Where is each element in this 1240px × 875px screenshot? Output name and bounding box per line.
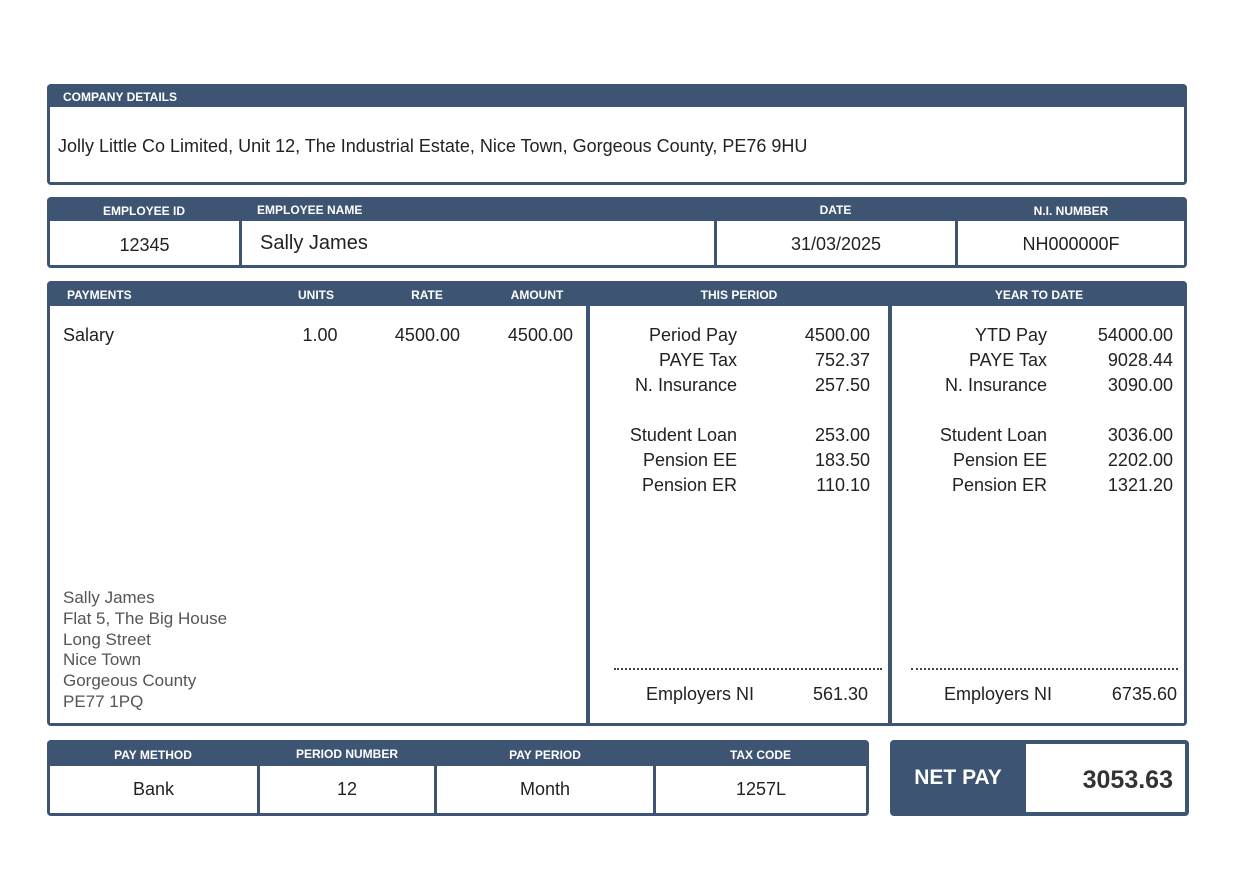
- employee-address: [63, 588, 227, 713]
- company-details-cell: [50, 107, 1184, 182]
- tp-value: 110.10: [816, 475, 870, 495]
- employee-id-label: EMPLOYEE ID: [102, 204, 185, 218]
- pay-period-cell: [437, 766, 653, 813]
- period-number-label: PERIOD NUMBER: [295, 747, 398, 761]
- ytd-value: 2202.00: [1107, 450, 1173, 470]
- employee-name-cell: [242, 221, 714, 265]
- company-details-header: COMPANY DETAILS: [63, 90, 178, 104]
- employers-ni-label: Employers NI: [646, 684, 755, 704]
- employee-box: [47, 197, 1187, 268]
- ytd-value: 9028.44: [1107, 350, 1173, 370]
- net-pay-label: NET PAY: [914, 766, 1002, 789]
- tax-code-value: 1257L: [735, 779, 787, 799]
- tp-value: 752.37: [814, 350, 870, 370]
- ytd-value: 54000.00: [1097, 325, 1173, 345]
- period-number-value: 12: [336, 779, 358, 799]
- address-line: Flat 5, The Big House: [63, 608, 228, 628]
- pay-period-value: Month: [519, 779, 571, 799]
- ytd-value: 1321.20: [1107, 475, 1173, 495]
- employee-id-cell: [50, 221, 239, 265]
- ytd-employers-ni-label: Employers NI: [944, 684, 1053, 704]
- this-period-header: THIS PERIOD: [700, 288, 778, 302]
- date-cell: [717, 221, 955, 265]
- pay-method-label: PAY METHOD: [114, 748, 192, 762]
- amount-header: AMOUNT: [510, 288, 564, 302]
- tp-value: 4500.00: [804, 325, 870, 345]
- date-value: 31/03/2025: [790, 234, 882, 254]
- address-line: Nice Town: [63, 650, 142, 670]
- tax-code-label: TAX CODE: [729, 748, 792, 762]
- tp-value: 183.50: [814, 450, 870, 470]
- ytd-label: Student Loan: [939, 425, 1047, 445]
- employers-ni-value: 561.30: [812, 684, 868, 704]
- payment-desc: Salary: [63, 325, 115, 345]
- period-number-cell: [260, 766, 434, 813]
- date-label: DATE: [819, 203, 852, 217]
- ytd-label: N. Insurance: [944, 375, 1047, 395]
- tp-label: PAYE Tax: [658, 350, 737, 370]
- company-details-box: [47, 84, 1187, 185]
- payment-amount: 4500.00: [507, 325, 573, 345]
- ytd-header: YEAR TO DATE: [994, 288, 1084, 302]
- net-pay-value: 3053.63: [1082, 766, 1173, 794]
- pay-info-box: [47, 740, 869, 816]
- payment-rate: 4500.00: [394, 325, 460, 345]
- ni-number-value: NH000000F: [1022, 234, 1120, 254]
- payment-units: 1.00: [302, 325, 338, 345]
- employee-name: Sally James: [260, 232, 368, 254]
- payments-header: PAYMENTS: [67, 288, 132, 302]
- tp-value: 257.50: [814, 375, 870, 395]
- tp-label: Student Loan: [629, 425, 737, 445]
- divider: [911, 668, 1178, 670]
- ytd-value: 3090.00: [1107, 375, 1173, 395]
- ytd-label: PAYE Tax: [968, 350, 1047, 370]
- tp-label: Pension ER: [641, 475, 737, 495]
- ytd-label: Pension ER: [951, 475, 1047, 495]
- address-line: Long Street: [63, 629, 151, 649]
- ytd-employers-ni-value: 6735.60: [1111, 684, 1177, 704]
- ytd-label: Pension EE: [952, 450, 1047, 470]
- address-line: Gorgeous County: [63, 671, 197, 691]
- address-line: Sally James: [63, 588, 155, 607]
- net-pay-box: [890, 740, 1189, 816]
- address-line: PE77 1PQ: [63, 691, 144, 711]
- tp-label: Period Pay: [648, 325, 737, 345]
- pay-method-cell: [50, 766, 257, 813]
- units-header: UNITS: [298, 288, 334, 302]
- ni-number-cell: [958, 221, 1184, 265]
- employee-id: 12345: [119, 235, 170, 255]
- company-address: Jolly Little Co Limited, Unit 12, The Industrial Estate, Nice Town, Gorgeous County, PE76 9HU: [58, 136, 808, 156]
- tp-label: Pension EE: [642, 450, 737, 470]
- tp-value: 253.00: [814, 425, 870, 445]
- tax-code-cell: [656, 766, 866, 813]
- ytd-label: YTD Pay: [974, 325, 1047, 345]
- ytd-value: 3036.00: [1107, 425, 1173, 445]
- tp-label: N. Insurance: [634, 375, 737, 395]
- pay-period-label: PAY PERIOD: [509, 748, 581, 762]
- net-pay-cell: [1026, 744, 1185, 812]
- ni-number-label: N.I. NUMBER: [1033, 204, 1109, 218]
- rate-header: RATE: [411, 288, 443, 302]
- divider: [614, 668, 882, 670]
- pay-method-value: Bank: [132, 779, 175, 799]
- employee-name-label: EMPLOYEE NAME: [257, 203, 363, 217]
